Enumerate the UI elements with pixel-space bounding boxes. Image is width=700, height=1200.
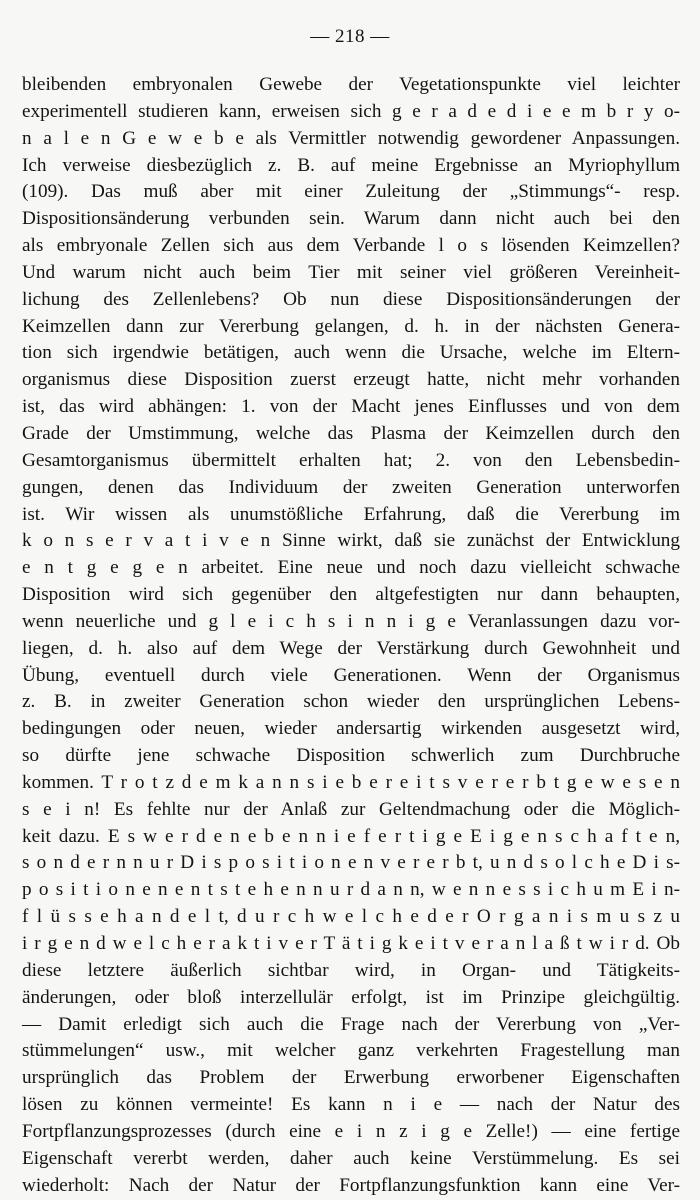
text-line: Eigenschaft vererbt werden, daher auch keine Verstümmelung. Es sei <box>22 1147 680 1169</box>
text-line: Disposition wird sich gegenüber den altgefestigten nur dann behaupten, <box>22 584 680 606</box>
text-line: lösen zu können vermeinte! Es kann n i e — nach der Natur des <box>22 1094 680 1116</box>
body-text <box>22 72 680 1199</box>
text-line: stümmelungen“ usw., mit welcher ganz verkehrten Fragestellung man <box>22 1040 680 1062</box>
text-line: Dispositionsänderung verbunden sein. Warum dann nicht auch bei den <box>22 208 680 230</box>
text-line: f l ü s s e h a n d e l t, d u r c h w e l c h e d e r O r g a n i s m u s z u <box>22 906 680 928</box>
text-line: (109). Das muß aber mit einer Zuleitung der „Stimmungs“- resp. <box>22 181 680 203</box>
text-line: keit dazu. E s w e r d e n e b e n n i e f e r t i g e E i g e n s c h a f t e n, <box>22 825 680 847</box>
text-line: gungen, denen das Individuum der zweiten Generation unterworfen <box>22 476 680 498</box>
text-line: kommen. T r o t z d e m k a n n s i e b e r e i t s v e r e r b t g e w e s e n <box>22 771 680 793</box>
text-line: diese letztere äußerlich sichtbar wird, in Organ- und Tätigkeits- <box>22 959 680 981</box>
text-line: ist, das wird abhängen: 1. von der Macht jenes Einflusses und von dem <box>22 396 680 418</box>
text-line: organismus diese Disposition zuerst erzeugt hatte, nicht mehr vorhanden <box>22 369 680 391</box>
text-line: Grade der Umstimmung, welche das Plasma der Keimzellen durch den <box>22 422 680 444</box>
text-line: Und warum nicht auch beim Tier mit seiner viel größeren Vereinheit- <box>22 261 680 283</box>
text-line: als embryonale Zellen sich aus dem Verbande l o s lösenden Keimzellen? <box>22 235 680 257</box>
text-line: ist. Wir wissen als unumstößliche Erfahrung, daß die Vererbung im <box>22 503 680 525</box>
text-line: z. B. in zweiter Generation schon wieder den ursprünglichen Lebens- <box>22 691 680 713</box>
text-line: wiederholt: Nach der Natur der Fortpflanzungsfunktion kann eine Ver- <box>22 1174 680 1196</box>
text-line: ursprünglich das Problem der Erwerbung erworbener Eigenschaften <box>22 1067 680 1089</box>
text-line: e n t g e g e n arbeitet. Eine neue und noch dazu vielleicht schwache <box>22 557 680 579</box>
text-line: s e i n! Es fehlte nur der Anlaß zur Geltendmachung oder die Möglich- <box>22 798 680 820</box>
text-line: so dürfte jene schwache Disposition schwerlich zum Durchbruche <box>22 745 680 767</box>
text-line: tion sich irgendwie betätigen, auch wenn die Ursache, welche im Eltern- <box>22 342 680 364</box>
text-line: Fortpflanzungsprozesses (durch eine e i n z i g e Zelle!) — eine fertige <box>22 1120 680 1142</box>
text-line: wenn neuerliche und g l e i c h s i n n i g e Veranlassungen dazu vor- <box>22 610 680 632</box>
text-line: i r g e n d w e l c h e r a k t i v e r T ä t i g k e i t v e r a n l a ß t w i r d. Ob <box>22 933 680 954</box>
text-line: experimentell studieren kann, erweisen sich g e r a d e d i e e m b r y o- <box>22 100 680 122</box>
text-line: k o n s e r v a t i v e n Sinne wirkt, daß sie zunächst der Entwicklung <box>22 530 680 552</box>
text-line: bleibenden embryonalen Gewebe der Vegetationspunkte viel leichter <box>22 74 680 95</box>
text-line: s o n d e r n n u r D i s p o s i t i o n e n v e r e r b t, u n d s o l c h e D i s- <box>22 852 680 874</box>
text-line: liegen, d. h. also auf dem Wege der Verstärkung durch Gewohnheit und <box>22 637 680 659</box>
text-line: p o s i t i o n e n e n t s t e h e n n u r d a n n, w e n n e s s i c h u m E i n- <box>22 879 680 901</box>
text-line: Gesamtorganismus übermittelt erhalten hat; 2. von den Lebensbedin- <box>22 449 680 471</box>
text-line: — Damit erledigt sich auch die Frage nach der Vererbung von „Ver- <box>22 1013 680 1035</box>
text-line: Ich verweise diesbezüglich z. B. auf meine Ergebnisse an Myriophyllum <box>22 154 680 176</box>
text-line: Keimzellen dann zur Vererbung gelangen, d. h. in der nächsten Genera- <box>22 315 680 337</box>
text-line: n a l e n G e w e b e als Vermittler notwendig gewordener Anpassungen. <box>22 127 680 149</box>
text-line: bedingungen oder neuen, wieder andersartig wirkenden ausgesetzt wird, <box>22 718 680 740</box>
text-line: lichung des Zellenlebens? Ob nun diese Dispositionsänderungen der <box>22 288 680 310</box>
text-line: änderungen, oder bloß interzellulär erfolgt, ist im Prinzipe gleichgültig. <box>22 986 680 1008</box>
page-number-header: — 218 — <box>310 26 390 47</box>
text-line: Übung, eventuell durch viele Generationen. Wenn der Organismus <box>22 664 680 686</box>
